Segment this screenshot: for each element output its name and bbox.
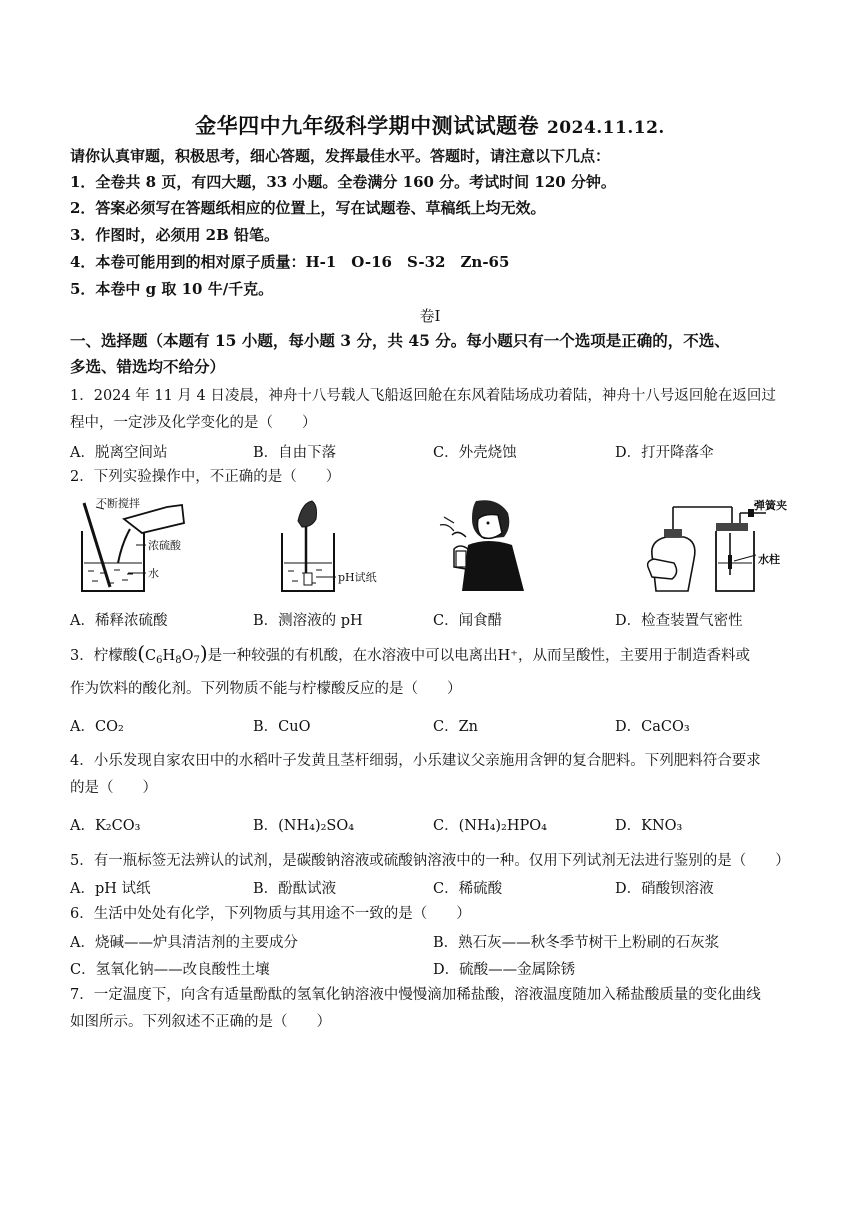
q3-prefix: 3．柠檬酸 (70, 648, 138, 664)
q5-option-b: B．酚酞试液 (253, 881, 337, 897)
q4-option-a: A．K₂CO₃ (70, 818, 141, 834)
q7-stem: 7．一定温度下，向含有适量酚酞的氢氧化钠溶液中慢慢滴加稀盐酸，溶液温度随加入稀盐酸质量的变化曲线 (70, 987, 761, 1003)
page-title (0, 110, 860, 140)
instruction-item: 3．作图时，必须用 2B 铅笔。 (70, 226, 279, 244)
instruction-item: 5．本卷中 g 取 10 牛/千克。 (70, 280, 274, 298)
q5-option-a: A．pH 试纸 (70, 881, 151, 897)
q1-option-a: A．脱离空间站 (70, 445, 168, 461)
q3-suffix: ，从而呈酸性，主要用于制造香料或 (517, 648, 750, 664)
q1-option-b: B．自由下落 (253, 445, 337, 461)
q2-option-d: D．检查装置气密性 (615, 613, 743, 629)
instructions-intro: 请你认真审题，积极思考，细心答题，发挥最佳水平。答题时，请注意以下几点： (70, 147, 611, 165)
q6-stem: 6．生活中处处有化学，下列物质与其用途不一致的是（ ） (70, 906, 471, 922)
q1-stem-cont: 程中，一定涉及化学变化的是（ ） (70, 415, 317, 431)
q6-option-d: D．硫酸——金属除锈 (433, 962, 576, 978)
q4-option-c: C．(NH₄)₂HPO₄ (433, 818, 547, 834)
q6-option-c: C．氢氧化钠——改良酸性土壤 (70, 962, 270, 978)
label-ph-paper: pH试纸 (338, 571, 377, 584)
fig-smell-vinegar (432, 493, 542, 598)
q6-option-b: B．熟石灰——秋冬季节树干上粉刷的石灰浆 (433, 935, 720, 951)
q2-option-a: A．稀释浓硫酸 (70, 613, 168, 629)
q7-stem-cont: 如图所示。下列叙述不正确的是（ ） (70, 1014, 331, 1030)
q1-stem: 1．2024 年 11 月 4 日凌晨，神舟十八号载人飞船返回舱在东风着陆场成功着陆，神舟十八号返回舱在返回过 (70, 388, 776, 404)
exam-title: 金华四中九年级科学期中测试试题卷 (195, 113, 540, 138)
exam-date: 2024.11.12. (546, 118, 665, 138)
q2-option-b: B．测溶液的 pH (253, 613, 363, 629)
q2-stem: 2．下列实验操作中，不正确的是（ ） (70, 469, 341, 485)
label-acid: 浓硫酸 (148, 539, 181, 552)
q3-option-c: C．Zn (433, 719, 479, 735)
label-water: 水 (148, 567, 159, 580)
q1-option-c: C．外壳烧蚀 (433, 445, 517, 461)
fig-measure-ph (272, 493, 392, 598)
q3-option-a: A．CO₂ (70, 719, 124, 735)
q3-option-d: D．CaCO₃ (615, 719, 690, 735)
section-heading: 一、选择题（本题有 15 小题，每小题 3 分，共 45 分。每小题只有一个选项是正确的，不选、 (70, 331, 730, 350)
section-heading-cont: 多选、错选均不给分） (70, 357, 226, 376)
instruction-item: 4．本卷可能用到的相对原子质量：H-1 O-16 S-32 Zn-65 (70, 253, 510, 271)
q5-option-d: D．硝酸钡溶液 (615, 881, 714, 897)
q3-stem: 3．柠檬酸$(C_6H_8O_7)$是一种较强的有机酸，在水溶液中可以电离出H⁺，从而呈酸性，主要用于制造香料或 (70, 641, 750, 666)
instruction-item: 2．答案必须写在答题纸相应的位置上，写在试题卷、草稿纸上均无效。 (70, 199, 546, 217)
q5-stem: 5．有一瓶标签无法辨认的试剂，是碳酸钠溶液或硫酸钠溶液中的一种。仅用下列试剂无法进行鉴别的是（ ） (70, 853, 790, 869)
q3-stem-cont: 作为饮料的酸化剂。下列物质不能与柠檬酸反应的是（ ） (70, 681, 462, 697)
q3-formula: $C_6H_8O_7$ (145, 648, 200, 666)
label-stir: 不断搅拌 (96, 497, 140, 510)
instruction-item: 1．全卷共 8 页，有四大题，33 小题。全卷满分 160 分。考试时间 120 分钟。 (70, 173, 616, 191)
label-water-column: 水柱 (758, 553, 780, 566)
q4-option-d: D．KNO₃ (615, 818, 683, 834)
q3-mid: 是一种较强的有机酸，在水溶液中可以电离出 (207, 648, 498, 664)
q1-option-d: D．打开降落伞 (615, 445, 714, 461)
q2-option-c: C．闻食醋 (433, 613, 503, 629)
q4-stem: 4．小乐发现自家农田中的水稻叶子发黄且茎杆细弱，小乐建议父亲施用含钾的复合肥料。下列肥料符合要求 (70, 753, 761, 769)
volume-heading: 卷Ⅰ (419, 307, 441, 325)
q5-option-c: C．稀硫酸 (433, 881, 503, 897)
q4-stem-cont: 的是（ ） (70, 780, 157, 796)
q3-option-b: B．CuO (253, 719, 311, 735)
q6-option-a: A．烧碱——炉具清洁剂的主要成分 (70, 935, 298, 951)
q3-ion: H⁺ (497, 648, 518, 664)
fig-airtightness (644, 493, 794, 598)
label-clamp: 弹簧夹 (754, 499, 787, 512)
q4-option-b: B．(NH₄)₂SO₄ (253, 818, 355, 834)
fig-dilute-acid (72, 493, 202, 598)
